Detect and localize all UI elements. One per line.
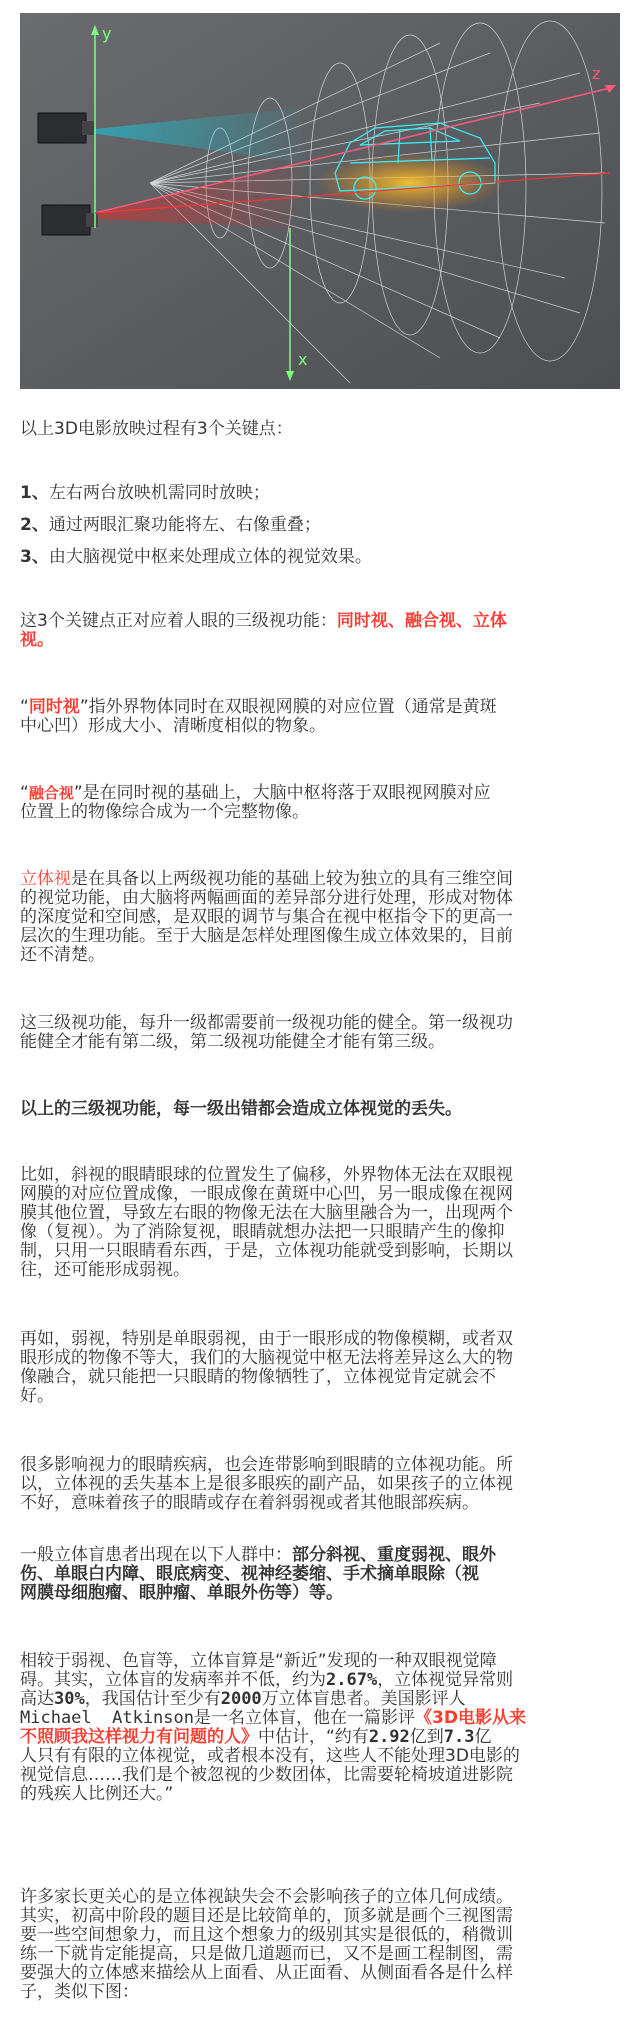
loss-statement-text: 以上的三级视功能，每一级出错都会造成立体视觉的丢失。 — [20, 1099, 462, 1119]
strabismus-line3: 膜其他位置，导致左右眼的物像无法在大脑里融合为一，出现两个 — [20, 1203, 513, 1223]
close-quote: ” — [73, 783, 83, 803]
prevalence-paragraph — [20, 1652, 620, 1804]
amblyopia-line3: 像融合，就只能把一只眼睛的物像牺牲了，立体视觉肯定就会不 — [20, 1367, 496, 1387]
prevalence-line2c: ，立体视觉异常则 — [377, 1670, 514, 1690]
z-axis-label: z — [592, 64, 601, 83]
strabismus-line1: 比如，斜视的眼睛眼球的位置发生了偏移，外界物体无法在双眼视 — [20, 1165, 513, 1185]
key-point-1 — [20, 484, 620, 503]
intro-text: 以上3D电影放映过程有3个关键点： — [20, 419, 293, 439]
levels-dependency-line1: 这三级视功能，每升一级都需要前一级视功能的健全。第一级视功 — [20, 1013, 513, 1033]
stereo-blind-groups-bold3: 网膜母细胞瘤、眼肿瘤、单眼外伤等）等。 — [20, 1583, 343, 1603]
stereo-vision-line2: 的视觉功能，由大脑将两幅画面的差异部分进行处理，形成对物体 — [20, 888, 513, 908]
prevalence-line7: 视觉信息……我们是个被忽视的少数团体，比需要轮椅坡道进影院 — [20, 1765, 513, 1785]
strabismus-line5: 制，只用一只眼睛看东西，于是，立体视功能就受到影响，长期以 — [20, 1241, 513, 1261]
key-point-2-text: 通过两眼汇聚功能将左、右像重叠； — [48, 515, 321, 535]
stereo-vision-line5: 还不清楚。 — [20, 945, 105, 965]
fusion-vision-line2: 位置上的物像综合成为一个完整物像。 — [20, 802, 309, 822]
3d-projection-figure — [20, 13, 620, 389]
simultaneous-vision-term: 同时视 — [28, 697, 80, 717]
eye-disease-line3: 不好，意味着孩子的眼睛或存在着斜弱视或者其他眼部疾病。 — [20, 1493, 479, 1513]
simultaneous-vision-line1: 指外界物体同时在双眼视网膜的对应位置（通常是黄斑 — [88, 697, 497, 717]
prevalence-line3e: 万立体盲患者。美国影评人 — [261, 1689, 466, 1709]
amblyopia-line1: 再如，弱视，特别是单眼弱视，由于一眼形成的物像模糊，或者双 — [20, 1329, 513, 1349]
projection-illustration — [20, 13, 620, 389]
three-levels-paragraph — [20, 612, 620, 650]
three-levels-highlight: 同时视、融合视、立体 — [336, 611, 507, 631]
stereo-blind-groups-bold1: 部分斜视、重度弱视、眼外 — [292, 1545, 496, 1565]
key-point-3-number: 3、 — [20, 547, 49, 567]
key-point-1-number: 1、 — [20, 483, 49, 503]
critic-name: Michael Atkinson — [20, 1708, 194, 1728]
prevalence-rate: 2.67% — [326, 1670, 378, 1690]
simultaneous-vision-line2: 中心凹）形成大小、清晰度相似的物象。 — [20, 716, 326, 736]
review-title-start: 《3D电影从来 — [415, 1708, 526, 1728]
strabismus-line2: 网膜的对应位置成像，一眼成像在黄斑中心凹，另一眼成像在视网 — [20, 1184, 513, 1204]
open-quote: “ — [20, 783, 29, 803]
prevalence-line8: 的残疾人比例还大。” — [20, 1784, 174, 1804]
estimate-high: 7.3 — [443, 1727, 475, 1747]
geometry-line3: 要一些空间想象力，而且这个想象力的级别其实是很低的，稍微训 — [20, 1925, 513, 1945]
abnormal-rate: 30% — [54, 1689, 85, 1709]
key-point-3 — [20, 548, 620, 567]
key-point-3-text: 由大脑视觉中枢来处理成立体的视觉效果。 — [48, 547, 372, 567]
key-point-1-text: 左右两台放映机需同时放映； — [48, 483, 270, 503]
prevalence-line4b: 是一名立体盲，他在一篇影评 — [194, 1708, 415, 1728]
stereo-vision-paragraph — [20, 870, 620, 965]
right-projector-icon — [42, 205, 98, 235]
geometry-paragraph — [20, 1888, 620, 2002]
amblyopia-paragraph — [20, 1330, 620, 1406]
loss-statement — [20, 1100, 620, 1119]
geometry-line1: 许多家长更关心的是立体视缺失会不会影响孩子的立体几何成绩。 — [20, 1887, 513, 1907]
open-quote: “ — [20, 697, 29, 717]
prevalence-line3c: ，我国估计至少有 — [84, 1689, 221, 1709]
geometry-line5: 要强大的立体感来描绘从上面看、从正面看、从侧面看各是什么样 — [20, 1963, 513, 1983]
prevalence-line1: 相较于弱视、色盲等，立体盲算是“新近”发现的一种双眼视觉障 — [20, 1651, 497, 1671]
levels-dependency-line2: 能健全才能有第二级，第二级视功能健全才能有第三级。 — [20, 1032, 445, 1052]
review-title-end: 不照顾我这样视力有问题的人》 — [20, 1727, 258, 1747]
prevalence-line5b: 中估计，“约有 — [258, 1727, 369, 1747]
simultaneous-vision-paragraph — [20, 698, 620, 736]
close-quote: ” — [79, 697, 89, 717]
stereo-vision-line3: 的深度觉和空间感，是双眼的调节与集合在视中枢指令下的更高一 — [20, 907, 513, 927]
fusion-vision-line1: 是在同时视的基础上，大脑中枢将落于双眼视网膜对应 — [82, 783, 491, 803]
eye-disease-paragraph — [20, 1456, 620, 1513]
left-projector-icon — [38, 113, 94, 143]
prevalence-line6: 人只有有限的立体视觉，或者根本没有，这些人不能处理3D电影的 — [20, 1746, 520, 1766]
prevalence-line5f: 亿 — [474, 1727, 492, 1747]
stereo-blind-groups-lead: 一般立体盲患者出现在以下人群中： — [20, 1545, 292, 1565]
geometry-line2: 其实，初高中阶段的题目还是比较简单的，顶多就是画个三视图需 — [20, 1906, 513, 1926]
prevalence-line5d: 亿到 — [409, 1727, 444, 1747]
patient-count: 2000 — [220, 1689, 262, 1709]
stereo-blind-groups-bold2: 伤、单眼白内障、眼底病变、视神经萎缩、手术摘单眼除（视 — [20, 1564, 479, 1584]
intro-paragraph — [20, 420, 620, 439]
stereo-vision-term: 立体视 — [20, 869, 71, 889]
stereo-blind-groups-paragraph — [20, 1546, 620, 1603]
stereo-vision-line1: 是在具备以上两级视功能的基础上较为独立的具有三维空间 — [71, 869, 513, 889]
levels-dependency-paragraph — [20, 1014, 620, 1052]
key-point-2 — [20, 516, 620, 535]
eye-disease-line1: 很多影响视力的眼睛疾病，也会连带影响到眼睛的立体视功能。所 — [20, 1455, 513, 1475]
geometry-line4: 练一下就肯定能提高，只是做几道题而已，又不是画工程制图，需 — [20, 1944, 513, 1964]
y-axis-label: y — [102, 24, 112, 43]
three-levels-highlight-end: 视。 — [20, 630, 54, 650]
fusion-vision-paragraph — [20, 784, 620, 822]
strabismus-paragraph — [20, 1166, 620, 1280]
stereo-vision-line4: 层次的生理功能。至于大脑是怎样处理图像生成立体效果的，目前 — [20, 926, 513, 946]
prevalence-line3a: 高达 — [20, 1689, 54, 1709]
strabismus-line6: 往，还可能形成弱视。 — [20, 1260, 190, 1280]
amblyopia-line4: 好。 — [20, 1386, 54, 1406]
figure-background — [20, 13, 620, 389]
eye-disease-line2: 以，立体视的丢失基本上是很多眼疾的副产品，如果孩子的立体视 — [20, 1474, 513, 1494]
prevalence-line2a: 碍。其实，立体盲的发病率并不低，约为 — [20, 1670, 326, 1690]
fusion-vision-term: 融合视 — [28, 784, 74, 802]
amblyopia-line2: 眼形成的物像不等大，我们的大脑视觉中枢无法将差异这么大的物 — [20, 1348, 513, 1368]
geometry-line6: 子，类似下图： — [20, 1982, 139, 2002]
three-levels-lead: 这3个关键点正对应着人眼的三级视功能： — [20, 611, 337, 631]
x-axis-label: x — [298, 350, 308, 369]
key-point-2-number: 2、 — [20, 515, 49, 535]
estimate-low: 2.92 — [368, 1727, 410, 1747]
strabismus-line4: 像（复视）。为了消除复视，眼睛就想办法把一只眼睛产生的像抑 — [20, 1222, 505, 1242]
